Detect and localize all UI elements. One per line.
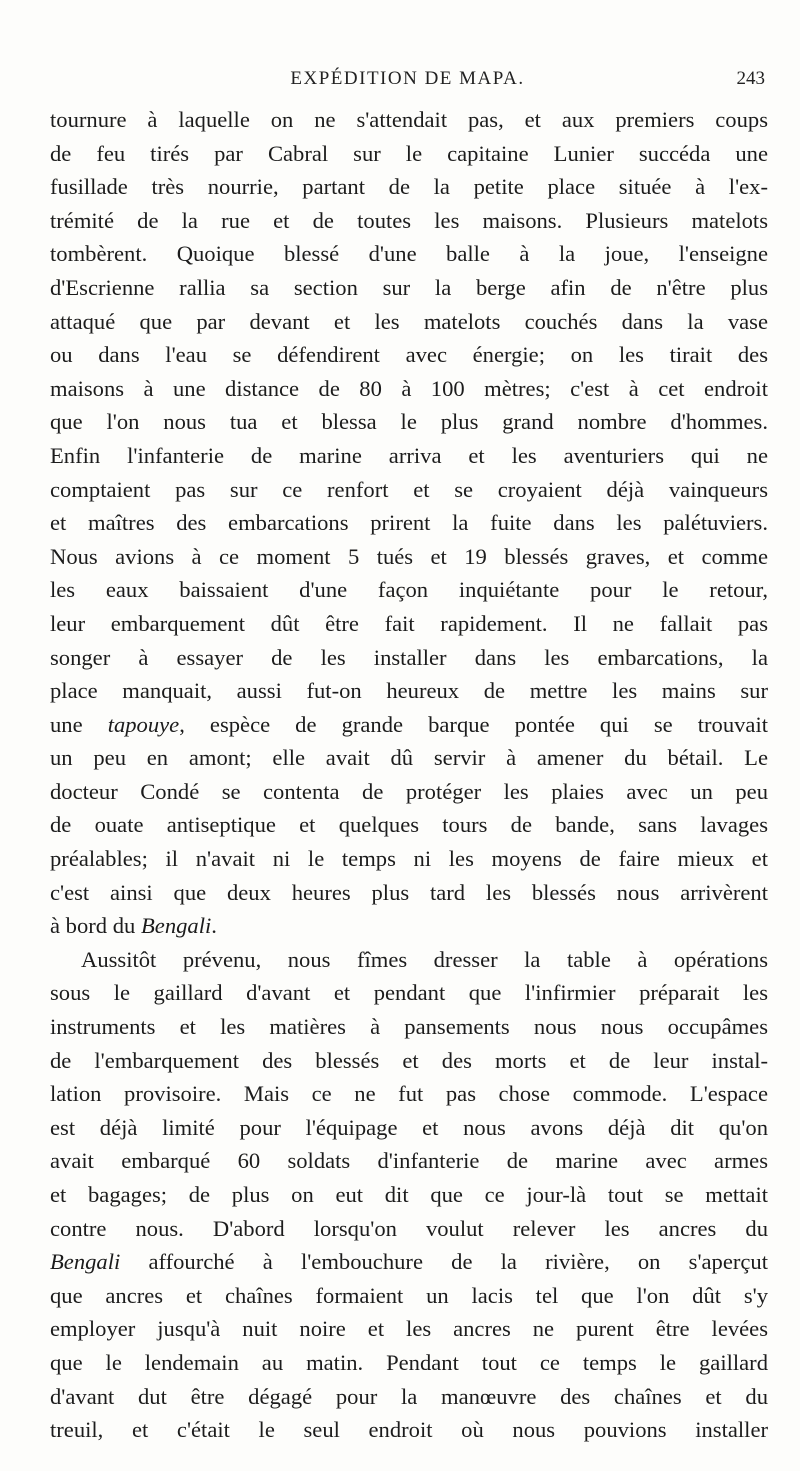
text-line (50, 1144, 768, 1178)
text-line (50, 405, 768, 439)
text-run: et bagages; de plus on eut dit que ce jour-là tout se mettait (50, 1182, 768, 1207)
text-run: un peu en amont; elle avait dû servir à amener du bétail. Le (50, 745, 768, 771)
text-run: tombèrent. Quoique blessé d'une balle à la joue, l'enseigne (50, 241, 768, 267)
text-line (50, 204, 768, 238)
text-run: d'avant dut être dégagé pour la manœuvre des chaînes et du (50, 1383, 768, 1409)
text-line (50, 1077, 768, 1111)
text-run: attaqué que par devant et les matelots couchés dans la vase (50, 308, 768, 334)
text-run: de l'embarquement des blessés et des morts et de leur instal- (50, 1047, 768, 1073)
text-run: sous le gaillard d'avant et pendant que l'infirmier préparait les (50, 980, 768, 1006)
running-title: EXPÉDITION DE MAPA. (290, 68, 525, 89)
text-run: , espèce de grande barque pontée qui se trouvait (179, 711, 768, 737)
text-line (50, 540, 768, 574)
text-line (50, 237, 768, 271)
text-line (50, 741, 768, 775)
text-line (50, 103, 768, 137)
text-run: de feu tirés par Cabral sur le capitaine Lunier succéda une (50, 140, 768, 166)
text-line (50, 1312, 768, 1346)
text-run: contre nous. D'abord lorsqu'on voulut relever les ancres du (50, 1215, 768, 1241)
text-run: est déjà limité pour l'équipage et nous avons déjà dit qu'on (50, 1114, 768, 1140)
text-line (50, 1178, 768, 1212)
text-run: place manquait, aussi fut-on heureux de mettre les mains sur (50, 678, 768, 704)
italic-text: Bengali (50, 1249, 121, 1275)
text-line (50, 506, 768, 540)
text-run: les eaux baissaient d'une façon inquiétante pour le retour, (50, 577, 768, 603)
text-line (50, 1380, 768, 1414)
text-run: à bord du (50, 913, 141, 939)
text-run: employer jusqu'à nuit noire et les ancres ne purent être levées (50, 1316, 768, 1342)
text-run: une (50, 711, 108, 737)
text-line (50, 1346, 768, 1380)
text-run: trémité de la rue et de toutes les maisons. Plusieurs matelots (50, 207, 768, 233)
text-run: et maîtres des embarcations prirent la fuite dans les palétuviers. (50, 510, 768, 536)
text-run: que ancres et chaînes formaient un lacis tel que l'on dût s'y (50, 1282, 768, 1308)
text-line (50, 305, 768, 339)
text-run: comptaient pas sur ce renfort et se croyaient déjà vainqueurs (50, 476, 768, 502)
text-line (50, 1044, 768, 1078)
text-run: maisons à une distance de 80 à 100 mètres; c'est à cet endroit (50, 375, 768, 401)
text-line (50, 573, 768, 607)
text-line (50, 372, 768, 406)
text-line (50, 1279, 768, 1313)
text-run: docteur Condé se contenta de protéger les plaies avec un peu (50, 778, 768, 804)
text-line (50, 170, 768, 204)
text-line (50, 976, 768, 1010)
page-number: 243 (736, 68, 765, 89)
text-run: fusillade très nourrie, partant de la petite place située à l'ex- (50, 174, 768, 200)
text-line (50, 473, 768, 507)
text-line (50, 708, 768, 742)
italic-text: tapouye (107, 711, 180, 737)
text-run: préalables; il n'avait ni le temps ni les moyens de faire mieux et (50, 846, 768, 872)
text-run: treuil, et c'était le seul endroit où nous pouvions installer (50, 1417, 768, 1443)
text-line (50, 909, 768, 943)
text-run: d'Escrienne rallia sa section sur la berge afin de n'être plus (50, 274, 768, 300)
italic-text: Bengali (140, 913, 212, 939)
text-line (50, 876, 768, 910)
text-line (50, 1010, 768, 1044)
text-line (50, 641, 768, 675)
text-run: tournure à laquelle on ne s'attendait pas, et aux premiers coups (50, 107, 768, 132)
text-run: Aussitôt prévenu, nous fîmes dresser la table à opérations (81, 946, 768, 972)
text-run: ou dans l'eau se défendirent avec énergie; on les tirait des (50, 342, 768, 368)
text-line (50, 674, 768, 708)
text-line (50, 943, 768, 977)
body-text (50, 103, 768, 1447)
text-run: de ouate antiseptique et quelques tours de bande, sans lavages (50, 812, 768, 838)
text-line (50, 1111, 768, 1145)
text-run: lation provisoire. Mais ce ne fut pas chose commode. L'espace (50, 1081, 768, 1107)
text-line (50, 1212, 768, 1246)
text-line (50, 808, 768, 842)
text-line (50, 607, 768, 641)
text-run: avait embarqué 60 soldats d'infanterie de marine avec armes (50, 1148, 768, 1174)
text-line (50, 439, 768, 473)
text-line (50, 1413, 768, 1447)
text-line (50, 1245, 768, 1279)
text-line (50, 338, 768, 372)
text-run: songer à essayer de les installer dans les embarcations, la (50, 644, 768, 670)
text-run: que l'on nous tua et blessa le plus grand nombre d'hommes. (50, 409, 768, 435)
text-line (50, 775, 768, 809)
text-run: Enfin l'infanterie de marine arriva et les aventuriers qui ne (50, 442, 768, 468)
text-line (50, 137, 768, 171)
text-run: . (211, 913, 217, 939)
running-header (50, 68, 765, 98)
text-line (50, 271, 768, 305)
text-run: Nous avions à ce moment 5 tués et 19 blessés graves, et comme (50, 543, 768, 569)
text-run: c'est ainsi que deux heures plus tard les blessés nous arrivèrent (50, 879, 768, 905)
text-run: instruments et les matières à pansements nous nous occupâmes (50, 1014, 768, 1040)
text-line (50, 842, 768, 876)
text-run: que le lendemain au matin. Pendant tout ce temps le gaillard (50, 1349, 768, 1375)
text-run: leur embarquement dût être fait rapidement. Il ne fallait pas (50, 610, 768, 636)
text-run: affourché à l'embouchure de la rivière, on s'aperçut (120, 1249, 768, 1275)
